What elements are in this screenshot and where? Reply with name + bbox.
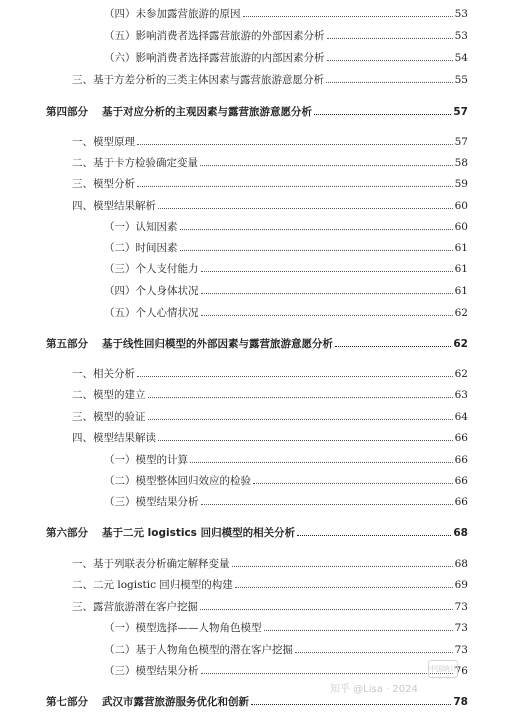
toc-page-number: 58: [454, 157, 468, 169]
toc-part-number: 第五部分: [46, 338, 88, 350]
toc-entry-label: （一）认知因素: [104, 221, 178, 233]
toc-dot-leader: [327, 60, 453, 61]
toc-page-number: 53: [454, 8, 468, 20]
toc-entry: [0, 618, 508, 634]
toc-entry-label: （二）时间因素: [104, 242, 178, 254]
toc-page-number: 69: [454, 579, 468, 591]
toc-entry-label: 四、模型结果解析: [72, 200, 156, 212]
toc-entry: [0, 4, 508, 20]
toc-dot-leader: [297, 535, 451, 536]
toc-page-number: 61: [454, 285, 468, 297]
toc-entry: [0, 471, 508, 487]
toc-entry: [0, 364, 508, 380]
toc-entry: [0, 217, 508, 233]
toc-entry-label: （三）模型结果分析: [104, 665, 199, 677]
toc-entry: [0, 259, 508, 275]
toc-page-number: 61: [454, 263, 468, 275]
toc-page-number: 61: [454, 242, 468, 254]
toc-part-heading: [0, 102, 508, 118]
toc-entry-label: 三、模型分析: [72, 178, 135, 190]
toc-entry-label: （一）模型的计算: [104, 454, 188, 466]
toc-page-number: 78: [453, 696, 468, 708]
toc-entry: [0, 428, 508, 444]
toc-entry-label: [0, 696, 251, 708]
toc-page-number: 76: [454, 665, 468, 677]
toc-page-number: 66: [454, 454, 468, 466]
toc-dot-leader: [326, 82, 453, 83]
toc-page-number: 60: [454, 200, 468, 212]
toc-dot-leader: [158, 440, 453, 441]
toc-entry: [0, 303, 508, 319]
toc-page-number: 64: [454, 411, 468, 423]
toc-entry-label: 三、模型的验证: [72, 411, 146, 423]
toc-entry-label: （五）个人心情状况: [104, 307, 199, 319]
toc-dot-leader: [201, 504, 453, 505]
toc-page-number: 66: [454, 432, 468, 444]
toc-dot-leader: [201, 271, 453, 272]
toc-part-number: 第七部分: [46, 696, 88, 708]
toc-entry: [0, 281, 508, 297]
toc-entry-label: 一、模型原理: [72, 136, 135, 148]
toc-entry: [0, 492, 508, 508]
toc-entry: [0, 153, 508, 169]
toc-part-title: 基于对应分析的主观因素与露营旅游意愿分析: [102, 106, 312, 118]
toc-page-number: 63: [454, 389, 468, 401]
toc-entry: [0, 450, 508, 466]
toc-page-number: 57: [454, 136, 468, 148]
toc-entry-label: [0, 527, 297, 539]
toc-entry-label: （六）影响消费者选择露营旅游的内部因素分析: [104, 52, 325, 64]
toc-dot-leader: [314, 114, 451, 115]
toc-part-title: 武汉市露营旅游服务优化和创新: [102, 696, 249, 708]
toc-dot-leader: [253, 483, 453, 484]
toc-entry: [0, 196, 508, 212]
toc-part-heading: [0, 334, 508, 350]
toc-entry-label: 四、模型结果解读: [72, 432, 156, 444]
toc-dot-leader: [327, 38, 453, 39]
toc-entry-label: 二、二元 logistic 回归模型的构建: [72, 579, 233, 591]
toc-dot-leader: [180, 250, 453, 251]
toc-dot-leader: [201, 315, 453, 316]
toc-dot-leader: [148, 419, 453, 420]
toc-page-number: 62: [454, 368, 468, 380]
toc-entry: [0, 174, 508, 190]
toc-page-number: 54: [454, 52, 468, 64]
toc-entry-label: （二）模型整体回归效应的检验: [104, 475, 251, 487]
toc-dot-leader: [190, 462, 453, 463]
toc-entry-label: （五）影响消费者选择露营旅游的外部因素分析: [104, 30, 325, 42]
toc-page-number: 73: [454, 622, 468, 634]
watermark: [330, 660, 480, 700]
toc-part-title: 基于二元 logistics 回归模型的相关分析: [102, 527, 296, 539]
toc-part-number: 第六部分: [46, 527, 88, 539]
toc-part-number: 第四部分: [46, 106, 88, 118]
toc-entry-label: （四）个人身体状况: [104, 285, 199, 297]
toc-dot-leader: [251, 704, 451, 705]
toc-page-number: 60: [454, 221, 468, 233]
toc-entry-label: （四）未参加露营旅游的原因: [104, 8, 241, 20]
toc-dot-leader: [335, 346, 451, 347]
toc-dot-leader: [158, 208, 453, 209]
toc-entry-label: 二、基于卡方检验确定变量: [72, 157, 198, 169]
toc-page-number: 68: [453, 527, 468, 539]
toc-page-number: 55: [454, 74, 468, 86]
toc-dot-leader: [264, 630, 453, 631]
toc-dot-leader: [295, 652, 453, 653]
toc-page-number: 73: [454, 644, 468, 656]
toc-entry-label: （一）模型选择——人物角色模型: [104, 622, 262, 634]
toc-entry: [0, 597, 508, 613]
toc-page-number: 62: [453, 338, 468, 350]
toc-entry: [0, 407, 508, 423]
toc-page-number: 62: [454, 307, 468, 319]
toc-dot-leader: [200, 165, 453, 166]
toc-entry-label: （三）模型结果分析: [104, 496, 199, 508]
toc-dot-leader: [232, 566, 453, 567]
toc-dot-leader: [137, 376, 453, 377]
watermark-logo-icon: 中国统计: [428, 660, 458, 678]
toc-entry: [0, 26, 508, 42]
toc-entry-label: （二）基于人物角色模型的潜在客户挖掘: [104, 644, 293, 656]
toc-page-number: 68: [454, 558, 468, 570]
toc-page-number: 66: [454, 496, 468, 508]
toc-part-title: 基于线性回归模型的外部因素与露营旅游意愿分析: [102, 338, 333, 350]
toc-entry-label: 三、露营旅游潜在客户挖掘: [72, 601, 198, 613]
toc-entry: [0, 575, 508, 591]
toc-entry: [0, 554, 508, 570]
toc-entry-label: 三、基于方差分析的三类主体因素与露营旅游意愿分析: [72, 74, 324, 86]
toc-dot-leader: [180, 229, 453, 230]
toc-entry: [0, 385, 508, 401]
toc-dot-leader: [200, 609, 453, 610]
toc-entry: [0, 640, 508, 656]
toc-entry-label: 一、基于列联表分析确定解释变量: [72, 558, 230, 570]
toc-dot-leader: [243, 16, 453, 17]
toc-entry-label: （三）个人支付能力: [104, 263, 199, 275]
toc-entry-label: 二、模型的建立: [72, 389, 146, 401]
toc-page-number: 66: [454, 475, 468, 487]
toc-page-number: 73: [454, 601, 468, 613]
toc-page-number: 59: [454, 178, 468, 190]
toc-entry-label: [0, 106, 314, 118]
toc-entry: [0, 48, 508, 64]
toc-dot-leader: [148, 397, 453, 398]
toc-entry: [0, 238, 508, 254]
toc-dot-leader: [235, 587, 453, 588]
toc-entry-label: [0, 338, 335, 350]
toc-page-number: 53: [454, 30, 468, 42]
toc-part-heading: [0, 523, 508, 539]
toc-dot-leader: [201, 293, 453, 294]
toc-entry-label: 一、相关分析: [72, 368, 135, 380]
toc-entry: [0, 70, 508, 86]
toc-dot-leader: [137, 144, 453, 145]
toc-entry: [0, 132, 508, 148]
toc-page-number: 57: [453, 106, 468, 118]
watermark-text: 知乎 @Lisa · 2024: [330, 684, 418, 695]
toc-dot-leader: [137, 186, 453, 187]
